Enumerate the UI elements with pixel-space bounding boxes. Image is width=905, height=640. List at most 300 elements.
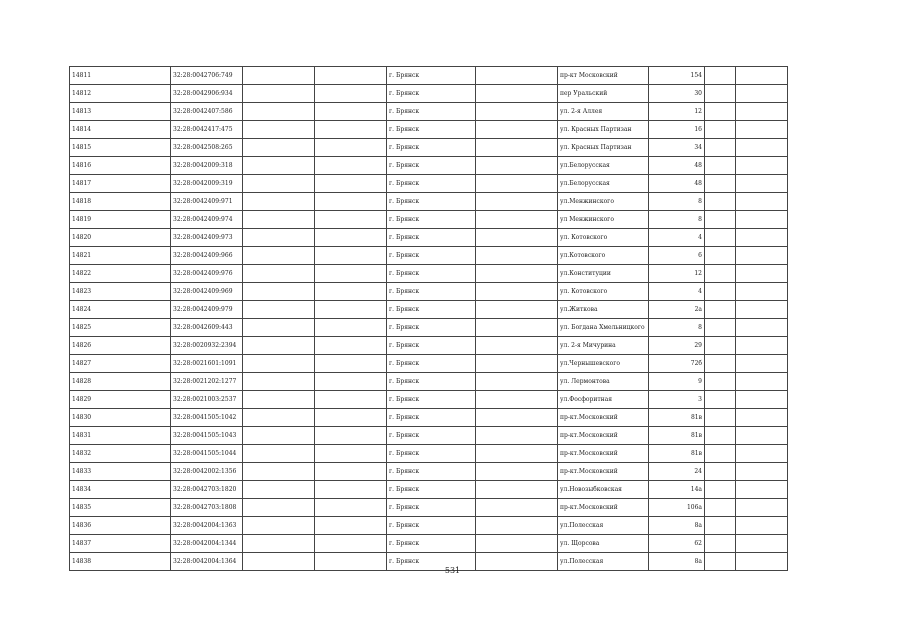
- row-number-cell: 14828: [70, 373, 171, 391]
- city-cell: г. Брянск: [387, 481, 476, 499]
- empty-cell: [243, 247, 315, 265]
- row-number-cell: 14813: [70, 103, 171, 121]
- city-cell: г. Брянск: [387, 193, 476, 211]
- table-row: [70, 535, 788, 553]
- row-number-cell: 14823: [70, 283, 171, 301]
- table-row: [70, 121, 788, 139]
- table-body: [70, 67, 788, 571]
- house-number-cell: 81в: [649, 445, 705, 463]
- city-cell: г. Брянск: [387, 337, 476, 355]
- empty-cell: [476, 373, 558, 391]
- cadastral-number-cell: 32:28:0042409:969: [171, 283, 243, 301]
- city-cell: г. Брянск: [387, 247, 476, 265]
- empty-cell: [705, 481, 736, 499]
- street-cell: ул. Котовского: [558, 283, 649, 301]
- empty-cell: [315, 463, 387, 481]
- empty-cell: [315, 121, 387, 139]
- row-number-cell: 14815: [70, 139, 171, 157]
- street-cell: ул.Житкова: [558, 301, 649, 319]
- empty-cell: [476, 301, 558, 319]
- street-cell: ул. Богдана Хмельницкого: [558, 319, 649, 337]
- empty-cell: [705, 175, 736, 193]
- street-cell: пр-кт.Московский: [558, 427, 649, 445]
- city-cell: г. Брянск: [387, 445, 476, 463]
- table-row: [70, 373, 788, 391]
- house-number-cell: 9: [649, 373, 705, 391]
- empty-cell: [736, 517, 788, 535]
- empty-cell: [736, 463, 788, 481]
- empty-cell: [705, 427, 736, 445]
- empty-cell: [705, 157, 736, 175]
- empty-cell: [736, 445, 788, 463]
- empty-cell: [243, 499, 315, 517]
- empty-cell: [476, 157, 558, 175]
- empty-cell: [736, 85, 788, 103]
- house-number-cell: 81в: [649, 409, 705, 427]
- street-cell: ул. Котовского: [558, 229, 649, 247]
- table-row: [70, 445, 788, 463]
- house-number-cell: 8: [649, 319, 705, 337]
- house-number-cell: 81в: [649, 427, 705, 445]
- empty-cell: [705, 193, 736, 211]
- city-cell: г. Брянск: [387, 499, 476, 517]
- empty-cell: [736, 481, 788, 499]
- house-number-cell: 2а: [649, 301, 705, 319]
- table-row: [70, 139, 788, 157]
- empty-cell: [476, 175, 558, 193]
- empty-cell: [243, 139, 315, 157]
- table-row: [70, 463, 788, 481]
- empty-cell: [736, 247, 788, 265]
- street-cell: пр-кт.Московский: [558, 499, 649, 517]
- cadastral-number-cell: 32:28:0042703:1808: [171, 499, 243, 517]
- empty-cell: [243, 481, 315, 499]
- empty-cell: [243, 409, 315, 427]
- house-number-cell: 3: [649, 391, 705, 409]
- table-row: [70, 409, 788, 427]
- empty-cell: [476, 229, 558, 247]
- empty-cell: [243, 193, 315, 211]
- empty-cell: [243, 175, 315, 193]
- house-number-cell: 106а: [649, 499, 705, 517]
- house-number-cell: 30: [649, 85, 705, 103]
- row-number-cell: 14825: [70, 319, 171, 337]
- empty-cell: [476, 355, 558, 373]
- street-cell: пр-кт.Московский: [558, 463, 649, 481]
- city-cell: г. Брянск: [387, 553, 476, 571]
- street-cell: ул. Красных Партизан: [558, 121, 649, 139]
- empty-cell: [243, 157, 315, 175]
- city-cell: г. Брянск: [387, 409, 476, 427]
- empty-cell: [705, 139, 736, 157]
- table-row: [70, 265, 788, 283]
- cadastral-number-cell: 32:28:0042703:1820: [171, 481, 243, 499]
- empty-cell: [736, 535, 788, 553]
- city-cell: г. Брянск: [387, 283, 476, 301]
- house-number-cell: 34: [649, 139, 705, 157]
- empty-cell: [736, 373, 788, 391]
- city-cell: г. Брянск: [387, 85, 476, 103]
- table-row: [70, 193, 788, 211]
- empty-cell: [315, 427, 387, 445]
- city-cell: г. Брянск: [387, 301, 476, 319]
- empty-cell: [736, 499, 788, 517]
- table-row: [70, 175, 788, 193]
- city-cell: г. Брянск: [387, 211, 476, 229]
- street-cell: ул. 2-я Мичурина: [558, 337, 649, 355]
- row-number-cell: 14821: [70, 247, 171, 265]
- city-cell: г. Брянск: [387, 319, 476, 337]
- cadastral-number-cell: 32:28:0042407:586: [171, 103, 243, 121]
- empty-cell: [243, 319, 315, 337]
- empty-cell: [705, 409, 736, 427]
- empty-cell: [243, 445, 315, 463]
- empty-cell: [736, 355, 788, 373]
- street-cell: ул Менжинского: [558, 211, 649, 229]
- empty-cell: [705, 373, 736, 391]
- cadastral-number-cell: 32:28:0042409:974: [171, 211, 243, 229]
- cadastral-number-cell: 32:28:0021202:1277: [171, 373, 243, 391]
- cadastral-number-cell: 32:28:0042906:934: [171, 85, 243, 103]
- cadastral-number-cell: 32:28:0042004:1344: [171, 535, 243, 553]
- empty-cell: [315, 139, 387, 157]
- empty-cell: [705, 337, 736, 355]
- empty-cell: [705, 463, 736, 481]
- cadastral-number-cell: 32:28:0042409:973: [171, 229, 243, 247]
- street-cell: ул. Красных Партизан: [558, 139, 649, 157]
- city-cell: г. Брянск: [387, 175, 476, 193]
- street-cell: ул. Щорсова: [558, 535, 649, 553]
- house-number-cell: 8а: [649, 517, 705, 535]
- empty-cell: [315, 355, 387, 373]
- street-cell: ул.Менжинского: [558, 193, 649, 211]
- city-cell: г. Брянск: [387, 535, 476, 553]
- empty-cell: [243, 265, 315, 283]
- street-cell: ул.Конституции: [558, 265, 649, 283]
- empty-cell: [705, 319, 736, 337]
- empty-cell: [315, 319, 387, 337]
- table-row: [70, 103, 788, 121]
- empty-cell: [243, 355, 315, 373]
- row-number-cell: 14835: [70, 499, 171, 517]
- row-number-cell: 14814: [70, 121, 171, 139]
- table-row: [70, 229, 788, 247]
- house-number-cell: 4: [649, 283, 705, 301]
- cadastral-number-cell: 32:28:0021601:1091: [171, 355, 243, 373]
- empty-cell: [705, 67, 736, 85]
- cadastral-number-cell: 32:28:0020932:2394: [171, 337, 243, 355]
- row-number-cell: 14820: [70, 229, 171, 247]
- house-number-cell: 24: [649, 463, 705, 481]
- street-cell: пр-кт.Московский: [558, 445, 649, 463]
- empty-cell: [705, 391, 736, 409]
- house-number-cell: 72б: [649, 355, 705, 373]
- row-number-cell: 14830: [70, 409, 171, 427]
- empty-cell: [476, 85, 558, 103]
- street-cell: ул.Чернышевского: [558, 355, 649, 373]
- empty-cell: [736, 319, 788, 337]
- table-row: [70, 355, 788, 373]
- empty-cell: [705, 229, 736, 247]
- street-cell: ул.Полесская: [558, 517, 649, 535]
- house-number-cell: 12: [649, 265, 705, 283]
- empty-cell: [705, 247, 736, 265]
- cadastral-number-cell: 32:28:0041505:1042: [171, 409, 243, 427]
- empty-cell: [736, 409, 788, 427]
- city-cell: г. Брянск: [387, 463, 476, 481]
- empty-cell: [476, 427, 558, 445]
- empty-cell: [243, 103, 315, 121]
- empty-cell: [243, 121, 315, 139]
- empty-cell: [736, 211, 788, 229]
- empty-cell: [705, 121, 736, 139]
- empty-cell: [476, 409, 558, 427]
- city-cell: г. Брянск: [387, 391, 476, 409]
- empty-cell: [315, 499, 387, 517]
- empty-cell: [315, 517, 387, 535]
- cadastral-number-cell: 32:28:0042409:976: [171, 265, 243, 283]
- empty-cell: [476, 319, 558, 337]
- empty-cell: [315, 535, 387, 553]
- empty-cell: [705, 445, 736, 463]
- row-number-cell: 14818: [70, 193, 171, 211]
- empty-cell: [736, 301, 788, 319]
- cadastral-number-cell: 32:28:0042409:966: [171, 247, 243, 265]
- empty-cell: [243, 517, 315, 535]
- house-number-cell: 8: [649, 211, 705, 229]
- house-number-cell: 16: [649, 121, 705, 139]
- empty-cell: [476, 139, 558, 157]
- row-number-cell: 14827: [70, 355, 171, 373]
- table-row: [70, 247, 788, 265]
- empty-cell: [315, 391, 387, 409]
- table-row: [70, 517, 788, 535]
- table-row: [70, 157, 788, 175]
- empty-cell: [315, 85, 387, 103]
- city-cell: г. Брянск: [387, 67, 476, 85]
- empty-cell: [476, 517, 558, 535]
- city-cell: г. Брянск: [387, 265, 476, 283]
- house-number-cell: 48: [649, 157, 705, 175]
- page-number: 531: [444, 566, 461, 575]
- table-row: [70, 319, 788, 337]
- empty-cell: [705, 265, 736, 283]
- empty-cell: [705, 301, 736, 319]
- empty-cell: [476, 247, 558, 265]
- empty-cell: [315, 103, 387, 121]
- table-row: [70, 211, 788, 229]
- row-number-cell: 14826: [70, 337, 171, 355]
- row-number-cell: 14816: [70, 157, 171, 175]
- empty-cell: [243, 67, 315, 85]
- empty-cell: [315, 301, 387, 319]
- cadastral-number-cell: 32:28:0042508:265: [171, 139, 243, 157]
- empty-cell: [243, 229, 315, 247]
- empty-cell: [315, 67, 387, 85]
- empty-cell: [315, 337, 387, 355]
- table-row: [70, 67, 788, 85]
- row-number-cell: 14836: [70, 517, 171, 535]
- city-cell: г. Брянск: [387, 427, 476, 445]
- cadastral-number-cell: 32:28:0042009:319: [171, 175, 243, 193]
- empty-cell: [243, 535, 315, 553]
- empty-cell: [476, 211, 558, 229]
- empty-cell: [736, 67, 788, 85]
- empty-cell: [476, 391, 558, 409]
- empty-cell: [315, 247, 387, 265]
- house-number-cell: 8: [649, 193, 705, 211]
- empty-cell: [476, 103, 558, 121]
- empty-cell: [736, 103, 788, 121]
- empty-cell: [476, 463, 558, 481]
- street-cell: ул.Новозыбковская: [558, 481, 649, 499]
- cadastral-number-cell: 32:28:0021003:2537: [171, 391, 243, 409]
- empty-cell: [736, 229, 788, 247]
- city-cell: г. Брянск: [387, 355, 476, 373]
- empty-cell: [736, 391, 788, 409]
- street-cell: ул.Белорусская: [558, 175, 649, 193]
- empty-cell: [736, 139, 788, 157]
- cadastral-number-cell: 32:28:0042706:749: [171, 67, 243, 85]
- empty-cell: [315, 175, 387, 193]
- row-number-cell: 14812: [70, 85, 171, 103]
- empty-cell: [705, 535, 736, 553]
- empty-cell: [476, 193, 558, 211]
- empty-cell: [315, 481, 387, 499]
- city-cell: г. Брянск: [387, 517, 476, 535]
- empty-cell: [476, 67, 558, 85]
- street-cell: ул.Котовского: [558, 247, 649, 265]
- empty-cell: [476, 499, 558, 517]
- empty-cell: [705, 283, 736, 301]
- row-number-cell: 14833: [70, 463, 171, 481]
- empty-cell: [243, 373, 315, 391]
- empty-cell: [736, 283, 788, 301]
- cadastral-number-cell: 32:28:0042004:1364: [171, 553, 243, 571]
- empty-cell: [315, 445, 387, 463]
- empty-cell: [315, 193, 387, 211]
- empty-cell: [476, 337, 558, 355]
- empty-cell: [736, 265, 788, 283]
- row-number-cell: 14811: [70, 67, 171, 85]
- empty-cell: [476, 121, 558, 139]
- empty-cell: [476, 481, 558, 499]
- empty-cell: [736, 337, 788, 355]
- cadastral-number-cell: 32:28:0042009:318: [171, 157, 243, 175]
- row-number-cell: 14822: [70, 265, 171, 283]
- row-number-cell: 14837: [70, 535, 171, 553]
- empty-cell: [243, 85, 315, 103]
- row-number-cell: 14829: [70, 391, 171, 409]
- empty-cell: [315, 229, 387, 247]
- row-number-cell: 14817: [70, 175, 171, 193]
- city-cell: г. Брянск: [387, 157, 476, 175]
- street-cell: ул.Белорусская: [558, 157, 649, 175]
- city-cell: г. Брянск: [387, 229, 476, 247]
- empty-cell: [243, 283, 315, 301]
- cadastral-number-cell: 32:28:0042002:1356: [171, 463, 243, 481]
- empty-cell: [315, 409, 387, 427]
- empty-cell: [243, 391, 315, 409]
- table-row: [70, 301, 788, 319]
- empty-cell: [476, 535, 558, 553]
- house-number-cell: 154: [649, 67, 705, 85]
- street-cell: ул.Фосфоритная: [558, 391, 649, 409]
- row-number-cell: 14824: [70, 301, 171, 319]
- empty-cell: [315, 211, 387, 229]
- cadastral-number-cell: 32:28:0041505:1043: [171, 427, 243, 445]
- empty-cell: [705, 355, 736, 373]
- house-number-cell: 62: [649, 535, 705, 553]
- empty-cell: [736, 193, 788, 211]
- empty-cell: [736, 175, 788, 193]
- empty-cell: [705, 499, 736, 517]
- empty-cell: [476, 265, 558, 283]
- city-cell: г. Брянск: [387, 103, 476, 121]
- cadastral-number-cell: 32:28:0042004:1363: [171, 517, 243, 535]
- empty-cell: [705, 85, 736, 103]
- empty-cell: [705, 103, 736, 121]
- row-number-cell: 14819: [70, 211, 171, 229]
- empty-cell: [736, 157, 788, 175]
- table-row: [70, 337, 788, 355]
- empty-cell: [243, 301, 315, 319]
- row-number-cell: 14831: [70, 427, 171, 445]
- cadastral-number-cell: 32:28:0042609:443: [171, 319, 243, 337]
- row-number-cell: 14832: [70, 445, 171, 463]
- empty-cell: [476, 283, 558, 301]
- house-number-cell: 12: [649, 103, 705, 121]
- table-row: [70, 499, 788, 517]
- empty-cell: [705, 517, 736, 535]
- row-number-cell: 14838: [70, 553, 171, 571]
- house-number-cell: 14а: [649, 481, 705, 499]
- empty-cell: [315, 283, 387, 301]
- street-cell: ул. Лермонтова: [558, 373, 649, 391]
- empty-cell: [736, 121, 788, 139]
- table-row: [70, 391, 788, 409]
- house-number-cell: 4: [649, 229, 705, 247]
- empty-cell: [476, 445, 558, 463]
- row-number-cell: 14834: [70, 481, 171, 499]
- empty-cell: [315, 157, 387, 175]
- cadastral-number-cell: 32:28:0042417:475: [171, 121, 243, 139]
- empty-cell: [243, 337, 315, 355]
- street-cell: пр-кт Московский: [558, 67, 649, 85]
- house-number-cell: 29: [649, 337, 705, 355]
- empty-cell: [243, 211, 315, 229]
- street-cell: ул.Полесская: [558, 553, 649, 571]
- empty-cell: [736, 427, 788, 445]
- registry-table: [69, 66, 788, 571]
- cadastral-number-cell: 32:28:0042409:979: [171, 301, 243, 319]
- street-cell: ул. 2-я Аллея: [558, 103, 649, 121]
- table-row: [70, 85, 788, 103]
- street-cell: пр-кт.Московский: [558, 409, 649, 427]
- street-cell: пер Уральский: [558, 85, 649, 103]
- empty-cell: [315, 265, 387, 283]
- table-row: [70, 481, 788, 499]
- house-number-cell: 48: [649, 175, 705, 193]
- city-cell: г. Брянск: [387, 121, 476, 139]
- city-cell: г. Брянск: [387, 139, 476, 157]
- city-cell: г. Брянск: [387, 373, 476, 391]
- empty-cell: [243, 463, 315, 481]
- table-row: [70, 427, 788, 445]
- empty-cell: [705, 211, 736, 229]
- cadastral-number-cell: 32:28:0042409:971: [171, 193, 243, 211]
- table-row: [70, 283, 788, 301]
